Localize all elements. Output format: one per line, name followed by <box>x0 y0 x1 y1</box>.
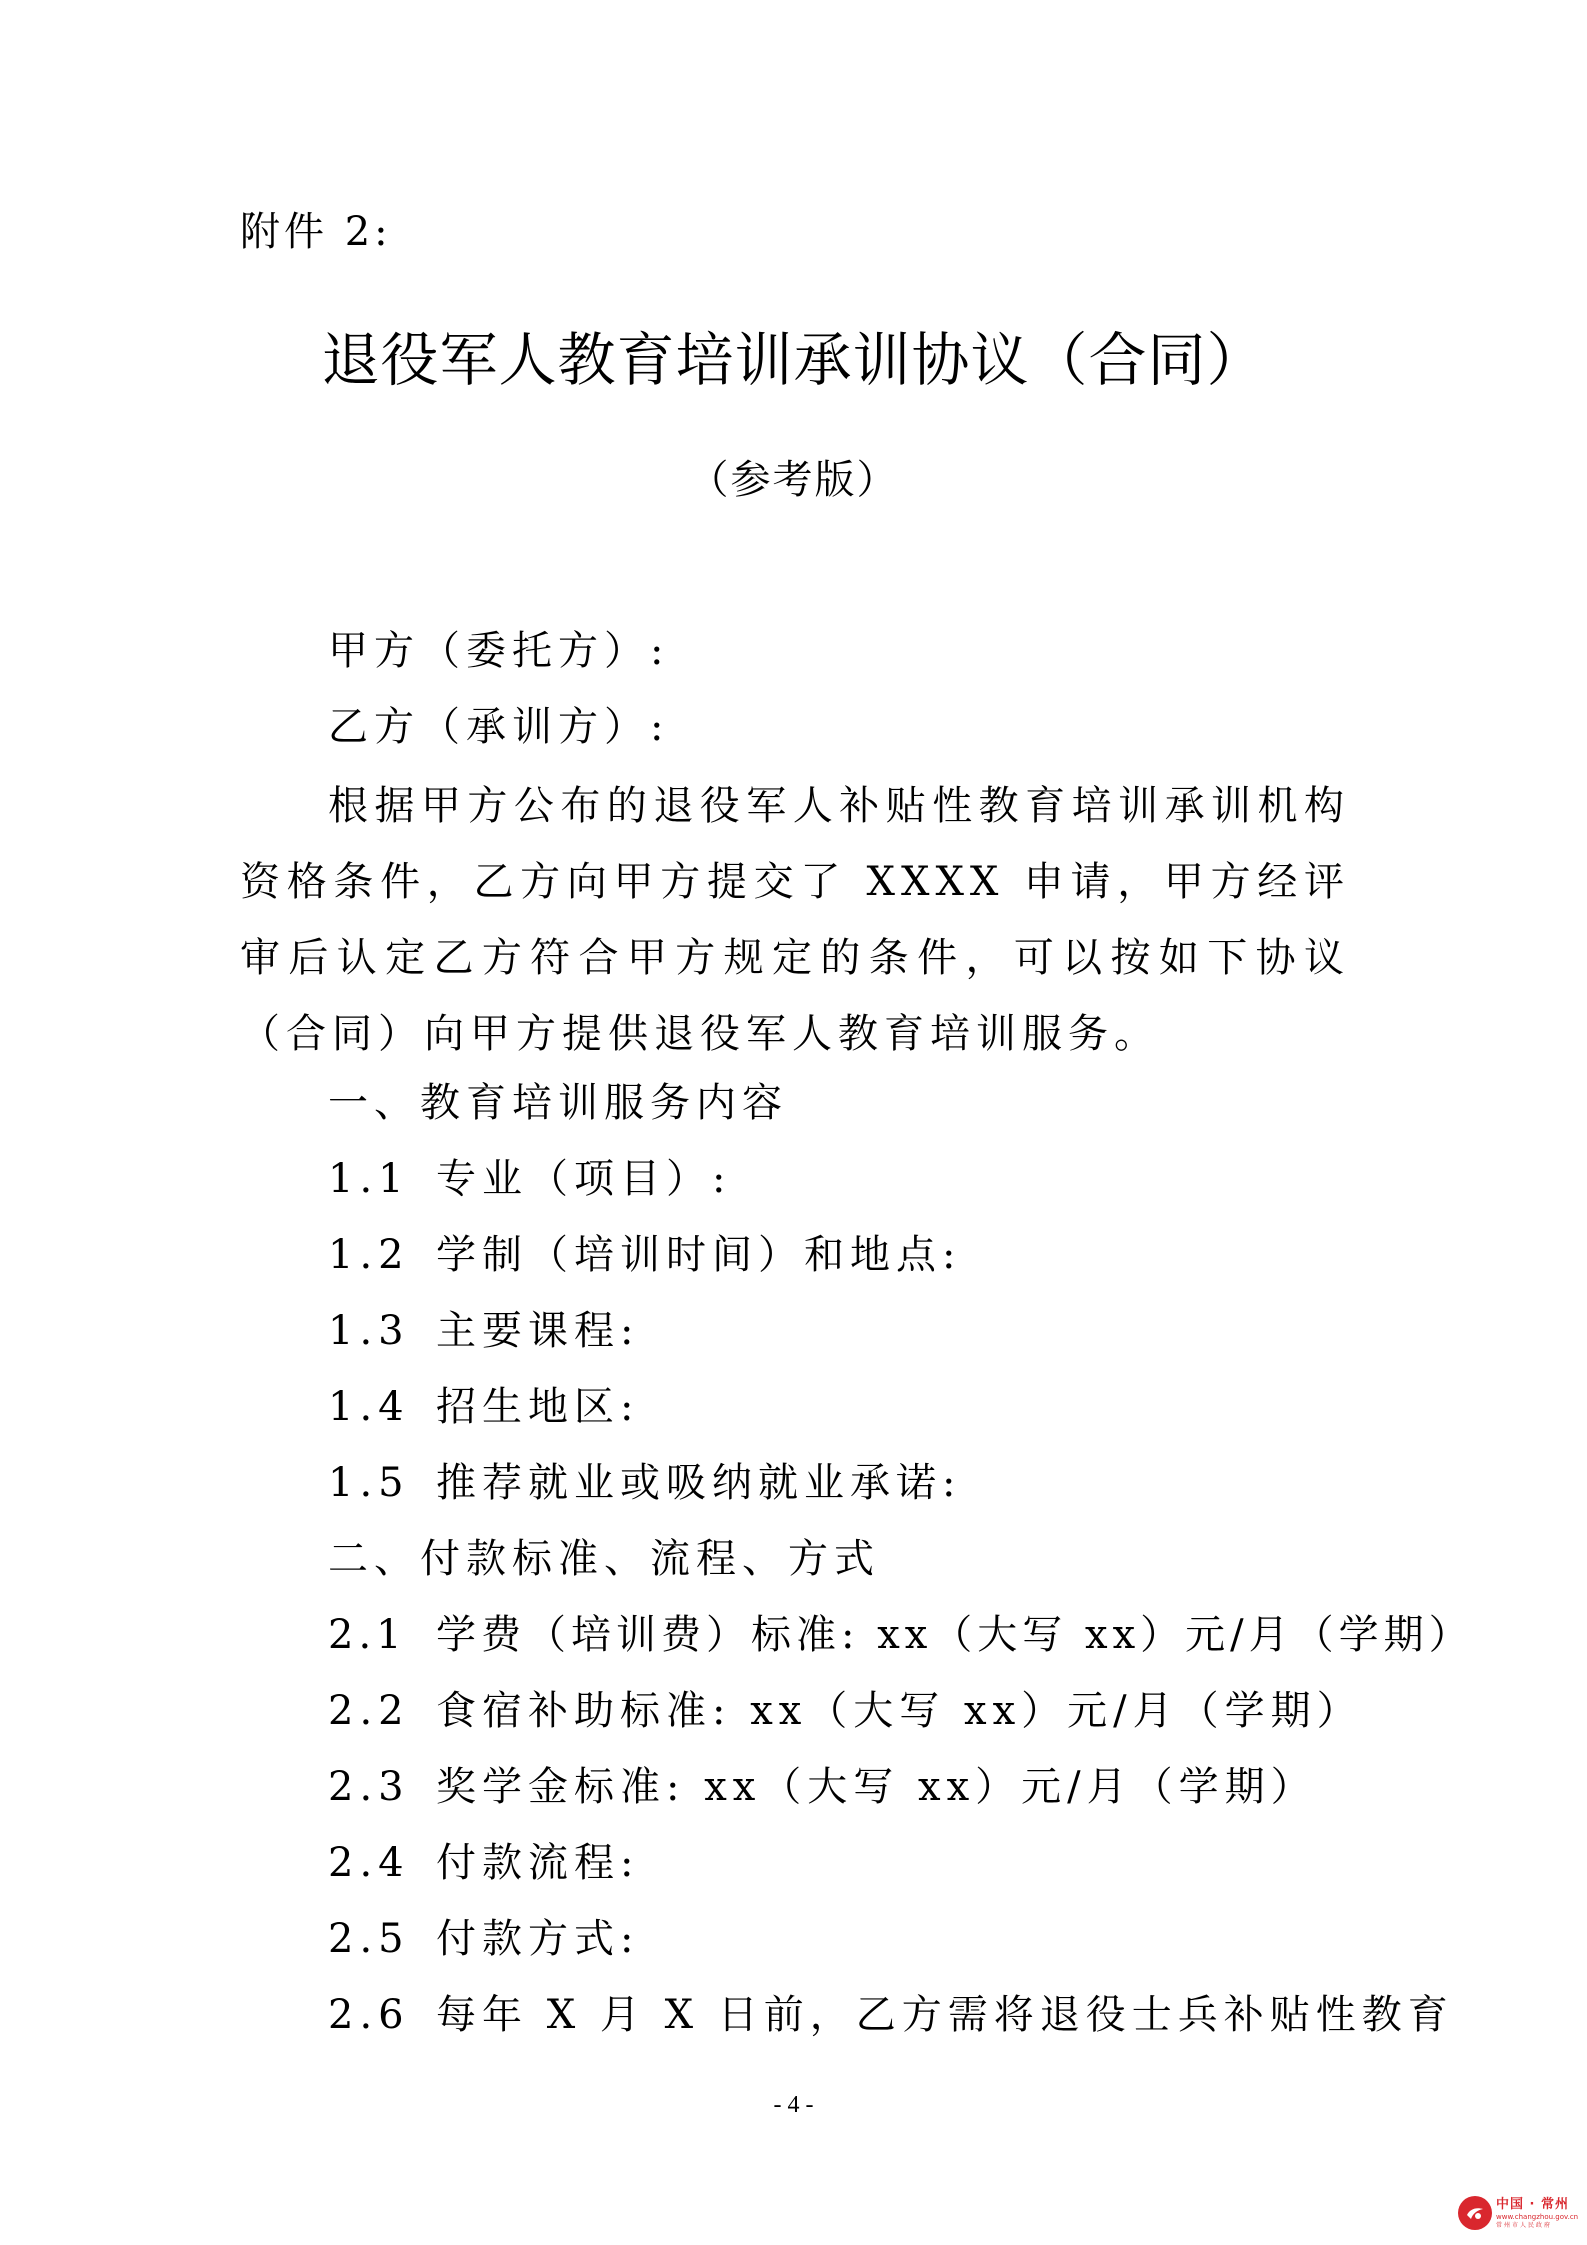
party-b-line: 乙方（承训方）: <box>328 704 670 750</box>
item-number: 2.1 <box>328 1612 407 1658</box>
item-text: 食宿补助标准: xx（大写 xx）元/月（学期） <box>436 1688 1363 1734</box>
section-2-item <box>328 1915 639 1963</box>
section-2-heading: 二、付款标准、流程、方式 <box>328 1536 880 1582</box>
section-2-item <box>328 1839 639 1887</box>
document-title: 退役军人教育培训承训协议（合同） <box>321 326 1266 394</box>
item-text: 学费（培训费）标准: xx（大写 xx）元/月（学期） <box>436 1612 1474 1658</box>
item-text: 奖学金标准: xx（大写 xx）元/月（学期） <box>436 1764 1317 1810</box>
section-1-heading: 一、教育培训服务内容 <box>328 1080 788 1126</box>
item-number: 1.3 <box>328 1308 410 1354</box>
document-subtitle: （参考版） <box>688 457 899 503</box>
section-1-item <box>328 1307 639 1355</box>
item-number: 2.6 <box>328 1992 410 2038</box>
site-url: www.changzhou.gov.cn <box>1496 2212 1579 2221</box>
section-2-item <box>328 1763 1317 1811</box>
section-1-item <box>328 1231 961 1279</box>
party-a-line: 甲方（委托方）: <box>328 628 670 674</box>
item-text: 专业（项目）: <box>436 1156 732 1202</box>
intro-paragraph: 根据甲方公布的退役军人补贴性教育培训承训机构资格条件，乙方向甲方提交了 XXXX 申请，甲方经评审后认定乙方符合甲方规定的条件，可以按如下协议（合同）向甲方提供退役军人教育培训服务。 <box>240 783 1350 1057</box>
site-watermark-logo <box>1458 2185 1580 2241</box>
page-number: - 4 - <box>773 2092 814 2118</box>
item-number: 2.3 <box>328 1764 410 1810</box>
section-1-item <box>328 1155 731 1203</box>
site-logo-icon <box>1458 2196 1492 2230</box>
section-2-item <box>328 1687 1363 1735</box>
item-number: 1.1 <box>328 1156 410 1202</box>
attachment-label: 附件 2: <box>240 209 392 255</box>
section-1-item <box>328 1459 961 1507</box>
item-number: 1.2 <box>328 1232 410 1278</box>
item-text: 学制（培训时间）和地点: <box>436 1232 962 1278</box>
item-text: 招生地区: <box>436 1384 640 1430</box>
section-2-item <box>328 1991 1454 2039</box>
section-2-item <box>328 1611 1474 1659</box>
site-logo-text <box>1496 2198 1578 2229</box>
item-number: 1.5 <box>328 1460 410 1506</box>
item-number: 2.5 <box>328 1916 410 1962</box>
item-text: 每年 X 月 X 日前，乙方需将退役士兵补贴性教育 <box>436 1992 1454 2038</box>
item-number: 2.4 <box>328 1840 410 1886</box>
site-name: 中国 · 常州 <box>1496 2196 1569 2212</box>
site-org: 常州市人民政府 <box>1496 2221 1553 2229</box>
item-text: 推荐就业或吸纳就业承诺: <box>436 1460 962 1506</box>
item-text: 主要课程: <box>436 1308 640 1354</box>
item-text: 付款方式: <box>436 1916 640 1962</box>
section-1-item <box>328 1383 639 1431</box>
item-number: 2.2 <box>328 1688 410 1734</box>
item-number: 1.4 <box>328 1384 410 1430</box>
item-text: 付款流程: <box>436 1840 640 1886</box>
